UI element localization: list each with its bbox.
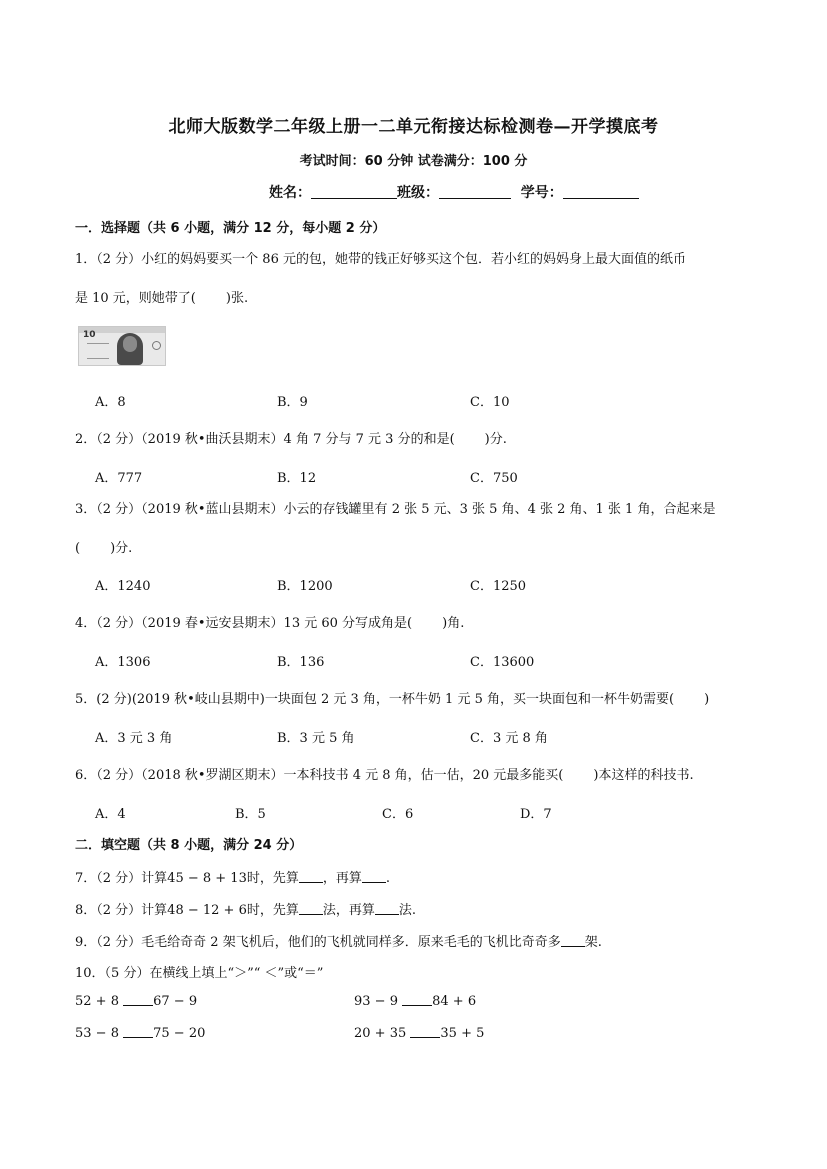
- q7-blank-2[interactable]: [362, 870, 386, 883]
- section-1-heading: 一．选择题（共 6 小题，满分 12 分，每小题 2 分）: [75, 221, 386, 236]
- q7-text-a: 7．（2 分）计算45 − 8 + 13时，先算: [75, 871, 299, 886]
- q2-option-c[interactable]: C．750: [470, 471, 518, 486]
- student-info-line: [269, 182, 639, 202]
- section-2-heading: 二．填空题（共 8 小题，满分 24 分）: [75, 838, 303, 853]
- q10-item-4-right: 35 + 5: [440, 1026, 485, 1041]
- banknote-watermark: [152, 341, 161, 350]
- q8-blank-2[interactable]: [375, 902, 399, 915]
- q8-text-a: 8．（2 分）计算48 − 12 + 6时，先算: [75, 903, 299, 918]
- q2-stem: [75, 428, 507, 447]
- banknote-face: [123, 336, 137, 352]
- q6-option-c[interactable]: C．6: [382, 807, 414, 822]
- q10-item-1-right: 67 − 9: [153, 994, 198, 1009]
- banknote-pattern: [87, 343, 109, 359]
- name-label: 姓名：: [269, 185, 311, 201]
- q10-item-2: [354, 993, 476, 1009]
- q5-option-c[interactable]: C．3 元 8 角: [470, 731, 548, 746]
- id-label: 学号：: [520, 185, 563, 201]
- q2-option-b[interactable]: B．12: [277, 471, 317, 486]
- q8-stem: [75, 899, 416, 918]
- q4-text-a: 4．（2 分）（2019 春•远安县期末）13 元 60 分写成角是(: [75, 616, 413, 631]
- banknote-image: [78, 326, 166, 366]
- q2-option-a[interactable]: A．777: [95, 471, 143, 486]
- q1-option-a[interactable]: A．8: [95, 395, 126, 410]
- name-field[interactable]: [311, 184, 397, 199]
- q5-text-b: ): [704, 692, 710, 707]
- q3-line2: [75, 537, 132, 556]
- q8-text-b: 法，再算: [322, 903, 375, 918]
- q4-option-a[interactable]: A．1306: [95, 655, 151, 670]
- q9-text-a: 9．（2 分）毛毛给奇奇 2 架飞机后，他们的飞机就同样多．原来毛毛的飞机比奇奇多: [75, 935, 561, 950]
- q3-text-b: )分.: [110, 541, 133, 556]
- q5-stem: [75, 688, 709, 707]
- q1-line1: 1．（2 分）小红的妈妈要买一个 86 元的包，她带的钱正好够买这个包．若小红的妈妈身上最大面值的纸币: [75, 252, 686, 267]
- id-field[interactable]: [563, 184, 639, 199]
- q6-option-b[interactable]: B．5: [235, 807, 266, 822]
- banknote-denomination: 10: [83, 330, 96, 340]
- q3-option-a[interactable]: A．1240: [95, 579, 151, 594]
- q6-text-a: 6．（2 分）（2018 秋•罗湖区期末）一本科技书 4 元 8 角，估一估，20 元最多能买(: [75, 768, 564, 783]
- q7-text-b: ，再算: [322, 871, 362, 886]
- q2-text-a: 2．（2 分）（2019 秋•曲沃县期末）4 角 7 分与 7 元 3 分的和是(: [75, 432, 455, 447]
- q8-blank-1[interactable]: [299, 902, 323, 915]
- class-field[interactable]: [439, 184, 511, 199]
- q1-option-c[interactable]: C．10: [470, 395, 510, 410]
- q10-item-3-blank[interactable]: [123, 1025, 153, 1038]
- q10-stem: 10．（5 分）在横线上填上“＞”“ ＜”或“＝”: [75, 966, 324, 981]
- q10-item-4-left: 20 + 35: [354, 1026, 407, 1041]
- q6-text-b: )本这样的科技书.: [593, 768, 694, 783]
- q4-option-c[interactable]: C．13600: [470, 655, 535, 670]
- q6-stem: [75, 764, 694, 783]
- page-title: 北师大版数学二年级上册一二单元衔接达标检测卷—开学摸底考: [168, 117, 659, 137]
- q5-text-a: 5．(2 分)(2019 秋•岐山县期中)一块面包 2 元 3 角，一杯牛奶 1 元 5 角，买一块面包和一杯牛奶需要(: [75, 692, 675, 707]
- q3-text-a: (: [75, 541, 81, 556]
- q10-item-1-left: 52 + 8: [75, 994, 119, 1009]
- q6-option-d[interactable]: D．7: [520, 807, 552, 822]
- q8-text-c: 法.: [398, 903, 417, 918]
- q3-line1: 3．（2 分）（2019 秋•蓝山县期末）小云的存钱罐里有 2 张 5 元、3 张 5 角、4 张 2 角、1 张 1 角，合起来是: [75, 502, 716, 517]
- q10-item-3-right: 75 − 20: [153, 1026, 206, 1041]
- q9-stem: [75, 931, 602, 950]
- q7-text-c: .: [385, 871, 391, 886]
- q4-stem: [75, 612, 464, 631]
- q1-line2: [75, 287, 248, 306]
- q10-item-2-right: 84 + 6: [432, 994, 477, 1009]
- q9-text-b: 架.: [584, 935, 602, 950]
- q1-text-a: 是 10 元，则她带了(: [75, 291, 196, 306]
- q4-option-b[interactable]: B．136: [277, 655, 325, 670]
- q10-item-1-blank[interactable]: [123, 993, 153, 1006]
- q3-option-b[interactable]: B．1200: [277, 579, 333, 594]
- q5-option-a[interactable]: A．3 元 3 角: [95, 731, 173, 746]
- q9-blank[interactable]: [561, 934, 585, 947]
- class-label: 班级：: [397, 185, 439, 201]
- q10-item-4: [354, 1025, 484, 1041]
- q10-item-4-blank[interactable]: [410, 1025, 440, 1038]
- q5-option-b[interactable]: B．3 元 5 角: [277, 731, 355, 746]
- q1-text-b: )张.: [225, 291, 249, 306]
- exam-info: 考试时间：60 分钟 试卷满分：100 分: [299, 154, 528, 169]
- q7-stem: [75, 867, 390, 886]
- q10-item-2-left: 93 − 9: [354, 994, 398, 1009]
- q7-blank-1[interactable]: [299, 870, 323, 883]
- q2-text-b: )分.: [484, 432, 507, 447]
- q10-item-3-left: 53 − 8: [75, 1026, 119, 1041]
- q6-option-a[interactable]: A．4: [95, 807, 126, 822]
- q10-item-1: [75, 993, 197, 1009]
- q4-text-b: )角.: [442, 616, 465, 631]
- q10-item-2-blank[interactable]: [402, 993, 432, 1006]
- q10-item-3: [75, 1025, 205, 1041]
- q1-option-b[interactable]: B．9: [277, 395, 308, 410]
- q3-option-c[interactable]: C．1250: [470, 579, 527, 594]
